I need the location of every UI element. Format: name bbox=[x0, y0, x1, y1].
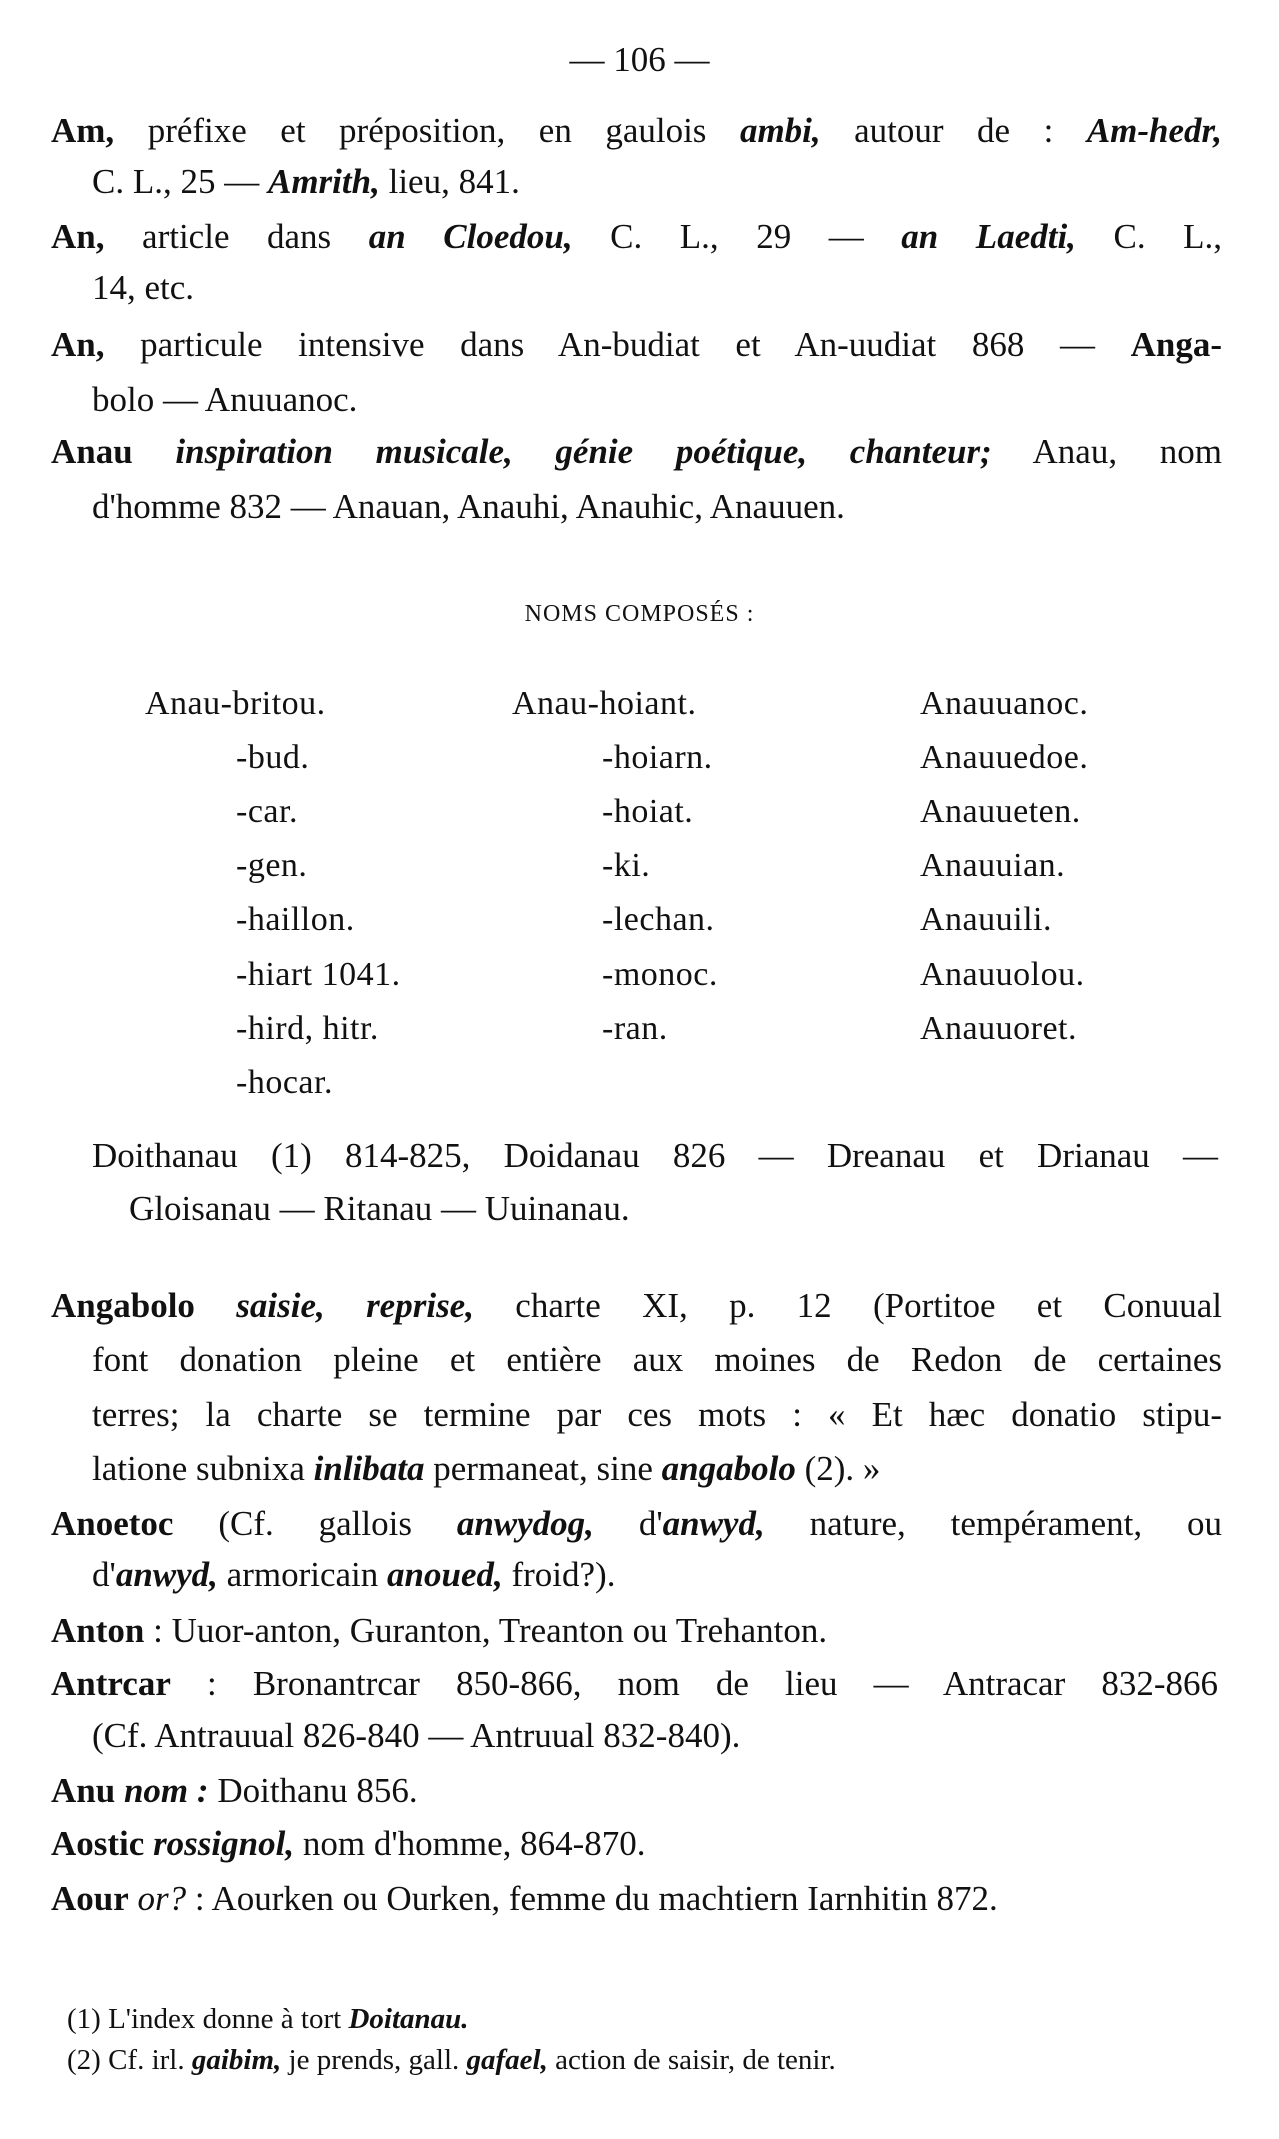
text-run: nom d'homme, 864-870. bbox=[294, 1824, 646, 1863]
compound-name: Anauuian. bbox=[920, 847, 1066, 884]
text-run: nature, tempérament, ou bbox=[764, 1504, 1222, 1543]
emphasis-text: an Laedti, bbox=[901, 217, 1076, 256]
entry-angabolo-cont bbox=[92, 1447, 880, 1491]
emphasis-text: gaibim, bbox=[191, 2044, 282, 2076]
emphasis-text: gafael, bbox=[466, 2044, 548, 2076]
emphasis-text: rossignol, bbox=[153, 1824, 295, 1863]
headword: Angabolo bbox=[51, 1286, 195, 1325]
compound-name: Anau-hoiant. bbox=[512, 685, 697, 722]
text-run: 14, etc. bbox=[92, 268, 195, 307]
text-run: C. L., 29 — bbox=[572, 217, 902, 256]
text-run bbox=[115, 1771, 124, 1810]
entry-antrcar bbox=[51, 1662, 1218, 1706]
compound-name: -gen. bbox=[236, 847, 308, 884]
text-run: froid?). bbox=[502, 1555, 616, 1594]
emphasis-text: Amrith, bbox=[267, 162, 380, 201]
compound-name: -hoiat. bbox=[602, 793, 694, 830]
emphasis-text: nom : bbox=[123, 1771, 209, 1810]
headword: Anoetoc bbox=[51, 1504, 174, 1543]
text-run: bolo — Anuuanoc. bbox=[92, 380, 358, 419]
text-run: terres; la charte se termine par ces mots : « Et hæc donatio stipu- bbox=[92, 1395, 1222, 1434]
headword: An, bbox=[51, 325, 105, 364]
entry-anu bbox=[51, 1769, 418, 1813]
entry-aostic bbox=[51, 1822, 646, 1866]
headword: Antrcar bbox=[51, 1664, 171, 1703]
headword: Anu bbox=[51, 1771, 116, 1810]
headword: Aostic bbox=[51, 1824, 145, 1863]
compound-name: -hoiarn. bbox=[602, 739, 713, 776]
entry-anau bbox=[51, 430, 1222, 474]
entry-angabolo bbox=[51, 1284, 1222, 1328]
emphasis-text: inspiration musicale, génie poétique, chanteur; bbox=[175, 432, 992, 471]
text-run: (Cf. Antrauual 826-840 — Antruual 832-840). bbox=[92, 1716, 741, 1755]
compound-name: Anauuolou. bbox=[920, 956, 1085, 993]
text-run: : Bronantrcar 850-866, nom de lieu — Antracar 832-866 bbox=[170, 1664, 1218, 1703]
entry-anoetoc bbox=[51, 1502, 1222, 1546]
section-heading bbox=[0, 588, 1279, 636]
text-run: font donation pleine et entière aux moines de Redon de certaines bbox=[92, 1340, 1222, 1379]
compound-name: -hird, hitr. bbox=[236, 1010, 379, 1047]
compound-name: Anauueten. bbox=[920, 793, 1081, 830]
entry-am bbox=[51, 109, 1222, 153]
text-run bbox=[144, 1824, 153, 1863]
headword: Aour bbox=[51, 1879, 129, 1918]
text-run: préfixe et préposition, en gaulois bbox=[114, 111, 740, 150]
compound-name: -hiart 1041. bbox=[236, 956, 401, 993]
entry-antrcar-cont bbox=[92, 1714, 740, 1758]
text-run: : Uuor-anton, Guranton, Treanton ou Trehanton. bbox=[144, 1611, 828, 1650]
text-run: d' bbox=[593, 1504, 663, 1543]
compound-name: Anauuanoc. bbox=[920, 685, 1089, 722]
text-run: autour de : bbox=[820, 111, 1087, 150]
headword: Am, bbox=[51, 111, 115, 150]
entry-am-cont bbox=[92, 160, 520, 204]
entry-angabolo-cont bbox=[92, 1393, 1222, 1437]
emphasis-text: ambi, bbox=[739, 111, 821, 150]
text-run: (2). » bbox=[795, 1449, 881, 1488]
emphasis-text: NOMS COMPOSÉS : bbox=[524, 601, 755, 627]
text-run: C. L., bbox=[1075, 217, 1222, 256]
compound-name: -ki. bbox=[602, 847, 651, 884]
text-run: lieu, 841. bbox=[379, 162, 520, 201]
compound-name: -ran. bbox=[602, 1010, 668, 1047]
text-run: (1) L'index donne à tort bbox=[67, 2003, 349, 2035]
headword: Anau bbox=[51, 432, 133, 471]
entry-an-article bbox=[51, 215, 1222, 259]
emphasis-text: anwyd, bbox=[115, 1555, 218, 1594]
text-run: charte XI, p. 12 (Portitoe et Conuual bbox=[473, 1286, 1222, 1325]
text-run: permaneat, sine bbox=[424, 1449, 662, 1488]
entry-an-article-cont bbox=[92, 266, 194, 310]
text-run: je prends, gall. bbox=[281, 2044, 467, 2076]
compound-name: Anauuoret. bbox=[920, 1010, 1078, 1047]
headword: An, bbox=[51, 217, 105, 256]
entry-angabolo-cont bbox=[92, 1338, 1222, 1382]
text-run: Doithanu 856. bbox=[208, 1771, 418, 1810]
emphasis-text: or? bbox=[137, 1879, 187, 1918]
page-number: — 106 — bbox=[569, 40, 710, 79]
text-run: (Cf. gallois bbox=[173, 1504, 457, 1543]
entry-doithanau bbox=[92, 1134, 1218, 1178]
emphasis-text: Doitanau. bbox=[348, 2003, 469, 2035]
text-run: action de saisir, de tenir. bbox=[547, 2044, 836, 2076]
text-run bbox=[129, 1879, 138, 1918]
compound-name: -lechan. bbox=[602, 901, 715, 938]
emphasis-text: saisie, reprise, bbox=[236, 1286, 474, 1325]
compound-name: -monoc. bbox=[602, 956, 718, 993]
headword: Anton bbox=[51, 1611, 145, 1650]
entry-anoetoc-cont bbox=[92, 1553, 615, 1597]
emphasis-text: inlibata bbox=[313, 1449, 425, 1488]
footnote-1 bbox=[67, 1997, 469, 2041]
text-run bbox=[195, 1286, 236, 1325]
compound-name: -haillon. bbox=[236, 901, 355, 938]
text-run: armoricain bbox=[217, 1555, 388, 1594]
entry-aour bbox=[51, 1877, 998, 1921]
compound-name: -bud. bbox=[236, 739, 310, 776]
text-run: Doithanau (1) 814-825, Doidanau 826 — Dreanau et Drianau — bbox=[92, 1136, 1218, 1175]
text-run: Anau, nom bbox=[991, 432, 1222, 471]
headword: Anga- bbox=[1130, 325, 1222, 364]
text-run: particule intensive dans An-budiat et An-uudiat 868 — bbox=[104, 325, 1131, 364]
text-run: Gloisanau — Ritanau — Uuinanau. bbox=[129, 1189, 630, 1228]
entry-anton bbox=[51, 1609, 827, 1653]
entry-an-particle-cont bbox=[92, 378, 357, 422]
text-run: : Aourken ou Ourken, femme du machtiern Iarnhitin 872. bbox=[186, 1879, 998, 1918]
entry-anau-cont bbox=[92, 485, 845, 529]
entry-doithanau-cont bbox=[129, 1187, 630, 1231]
entry-an-particle bbox=[51, 323, 1222, 367]
text-run: d' bbox=[92, 1555, 116, 1594]
compound-name: -hocar. bbox=[236, 1064, 333, 1101]
emphasis-text: anwyd, bbox=[662, 1504, 765, 1543]
text-run: latione subnixa bbox=[92, 1449, 314, 1488]
text-run: (2) Cf. irl. bbox=[67, 2044, 192, 2076]
footnote-2 bbox=[67, 2038, 836, 2082]
emphasis-text: anoued, bbox=[387, 1555, 503, 1594]
compound-name: Anauuili. bbox=[920, 901, 1052, 938]
text-run bbox=[133, 432, 176, 471]
emphasis-text: angabolo bbox=[661, 1449, 796, 1488]
text-run: d'homme 832 — Anauan, Anauhi, Anauhic, Anauuen. bbox=[92, 487, 845, 526]
compound-name: Anauuedoe. bbox=[920, 739, 1089, 776]
text-run: C. L., 25 — bbox=[92, 162, 268, 201]
compound-name: -car. bbox=[236, 793, 298, 830]
emphasis-text: Am-hedr, bbox=[1086, 111, 1222, 150]
compound-name: Anau-britou. bbox=[145, 685, 326, 722]
emphasis-text: an Cloedou, bbox=[368, 217, 573, 256]
emphasis-text: anwydog, bbox=[456, 1504, 594, 1543]
text-run: article dans bbox=[104, 217, 369, 256]
